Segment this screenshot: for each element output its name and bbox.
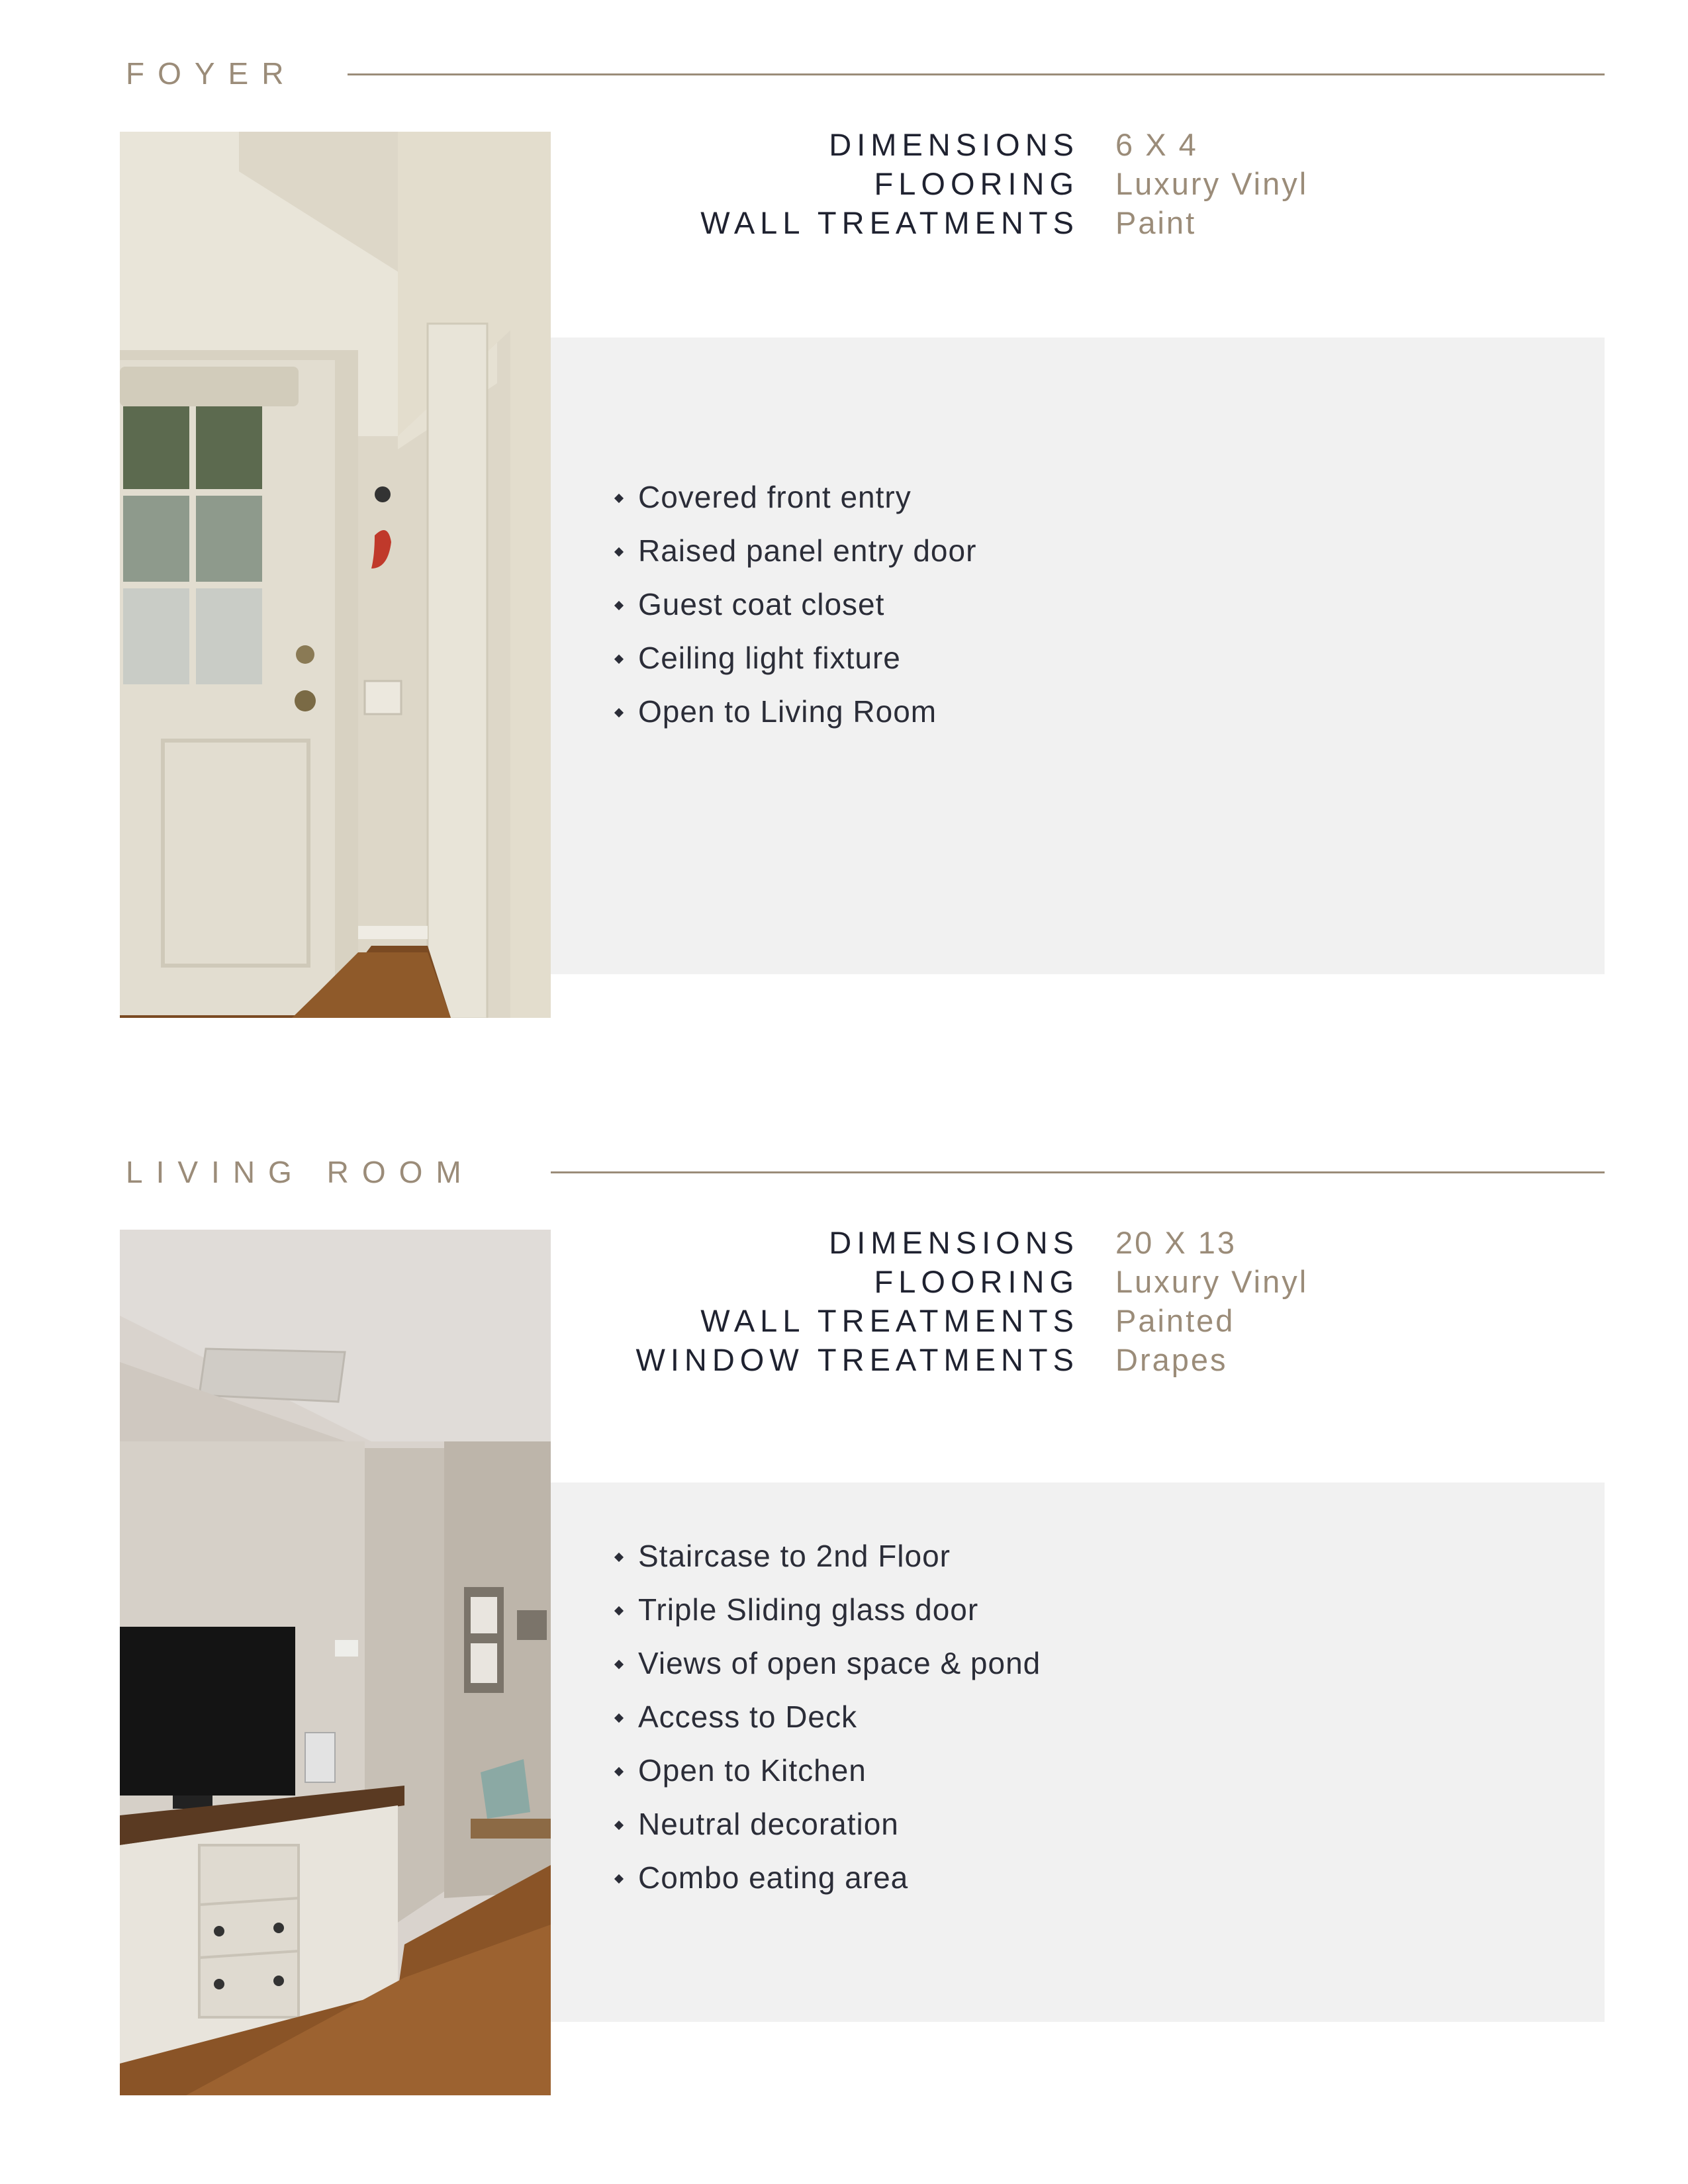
bullet-icon	[614, 1659, 624, 1668]
bullet-icon	[614, 1552, 624, 1561]
feature-text: Open to Kitchen	[638, 1752, 867, 1788]
bullet-icon	[614, 1820, 624, 1829]
bullet-icon	[614, 707, 624, 717]
spec-value: Luxury Vinyl	[1115, 1264, 1309, 1299]
foyer-photo	[120, 132, 551, 1018]
spec-row	[596, 203, 1390, 242]
spec-row	[596, 1301, 1390, 1340]
bullet-icon	[614, 1874, 624, 1883]
feature-text: Views of open space & pond	[638, 1645, 1041, 1680]
spec-row	[596, 1340, 1390, 1379]
spec-value: 20 X 13	[1115, 1225, 1237, 1260]
bullet-icon	[614, 1766, 624, 1776]
spec-row	[596, 164, 1390, 203]
list-item	[616, 577, 976, 631]
feature-text: Neutral decoration	[638, 1806, 899, 1841]
feature-text: Triple Sliding glass door	[638, 1592, 979, 1627]
spec-value: Painted	[1115, 1303, 1235, 1338]
list-item	[616, 631, 976, 684]
foyer-specs	[596, 125, 1390, 242]
section-title: LIVING ROOM	[126, 1155, 475, 1189]
bullet-icon	[614, 1713, 624, 1722]
living-room-specs	[596, 1223, 1390, 1379]
section-title: FOYER	[126, 56, 297, 91]
feature-text: Open to Living Room	[638, 694, 937, 729]
spec-label: FLOORING	[874, 166, 1079, 201]
spec-value: Paint	[1115, 205, 1197, 240]
bullet-icon	[614, 547, 624, 556]
spec-label: WALL TREATMENTS	[700, 205, 1079, 240]
spec-row	[596, 125, 1390, 164]
list-item	[616, 1636, 1041, 1690]
spec-label: DIMENSIONS	[829, 127, 1079, 162]
section-divider	[551, 1171, 1605, 1173]
feature-text: Guest coat closet	[638, 586, 885, 621]
feature-text: Ceiling light fixture	[638, 640, 901, 675]
list-item	[616, 1850, 1041, 1904]
bullet-icon	[614, 654, 624, 663]
list-item	[616, 1743, 1041, 1797]
spec-row	[596, 1223, 1390, 1262]
living-room-features-panel	[551, 1482, 1605, 2022]
feature-list	[616, 470, 976, 738]
spec-label: WALL TREATMENTS	[700, 1303, 1079, 1338]
list-item	[616, 1529, 1041, 1582]
spec-value: Luxury Vinyl	[1115, 166, 1309, 201]
bullet-icon	[614, 600, 624, 610]
list-item	[616, 1582, 1041, 1636]
list-item	[616, 470, 976, 523]
feature-text: Raised panel entry door	[638, 533, 977, 568]
spec-label: WINDOW TREATMENTS	[635, 1342, 1079, 1377]
feature-text: Covered front entry	[638, 479, 912, 514]
list-item	[616, 1690, 1041, 1743]
feature-text: Staircase to 2nd Floor	[638, 1538, 951, 1573]
feature-text: Combo eating area	[638, 1860, 909, 1895]
spec-row	[596, 1262, 1390, 1301]
list-item	[616, 684, 976, 738]
bullet-icon	[614, 1606, 624, 1615]
list-item	[616, 1797, 1041, 1850]
living-room-photo	[120, 1230, 551, 2095]
spec-label: DIMENSIONS	[829, 1225, 1079, 1260]
spec-label: FLOORING	[874, 1264, 1079, 1299]
bullet-icon	[614, 493, 624, 502]
feature-text: Access to Deck	[638, 1699, 857, 1734]
spec-value: Drapes	[1115, 1342, 1228, 1377]
feature-list	[616, 1529, 1041, 1904]
list-item	[616, 523, 976, 577]
spec-value: 6 X 4	[1115, 127, 1198, 162]
foyer-features-panel	[551, 338, 1605, 974]
section-divider	[348, 73, 1605, 75]
